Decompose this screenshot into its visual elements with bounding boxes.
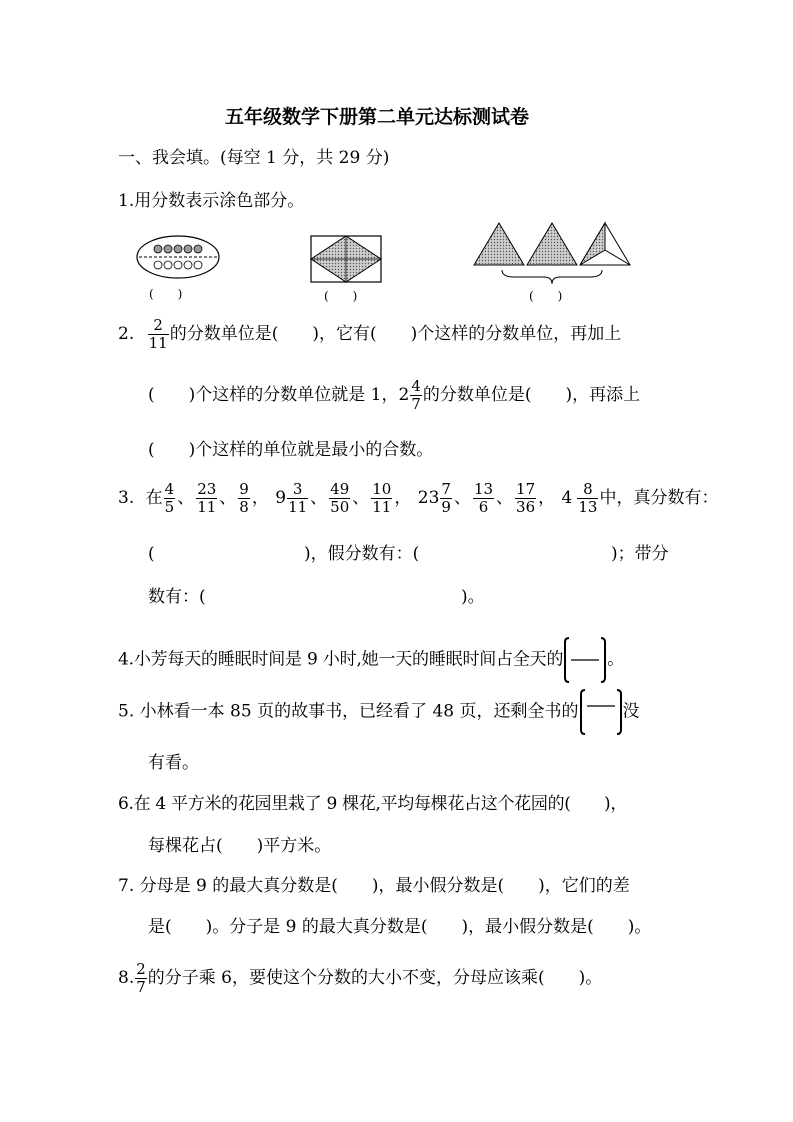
separator: ，	[251, 488, 269, 508]
whole-9: 9	[275, 488, 287, 508]
blank-figure-2[interactable]: ( )	[324, 289, 358, 303]
blank-figure-3[interactable]: ( )	[529, 289, 563, 303]
separator: 、	[219, 488, 237, 508]
question-2-line-2	[148, 379, 640, 412]
question-6-line-1: 6.在 4 平方米的花园里栽了 9 棵花,平均每棵花占这个花园的( )，	[118, 794, 628, 814]
separator: ，	[394, 488, 412, 508]
fraction-blank-box[interactable]	[563, 636, 607, 684]
question-2-number: 2.	[118, 324, 135, 344]
question-8-number: 8.	[118, 968, 135, 988]
fraction-8-13: $\frac{8}{13}$	[578, 480, 598, 516]
fraction-9-8: $\frac{9}{8}$	[239, 480, 249, 516]
fraction-7-9: $\frac{7}{9}$	[441, 480, 451, 516]
question-4-end: 。	[607, 649, 625, 670]
question-1-text: 1.用分数表示涂色部分。	[118, 191, 305, 211]
question-3-number: 3.	[118, 488, 135, 508]
question-3-pre: 在	[145, 488, 163, 508]
triangles-figure	[472, 220, 632, 292]
rectangle-rhombus-figure	[310, 235, 382, 283]
question-7-line-2: 是( )。分子是 9 的最大真分数是( )，最小假分数是( )。	[148, 917, 652, 937]
separator: 、	[496, 488, 514, 508]
question-2-text-2: ( )个这样的分数单位就是 1，2	[148, 385, 410, 405]
question-7-line-1: 7. 分母是 9 的最大真分数是( )，最小假分数是( )，它们的差	[118, 876, 630, 896]
fraction-23-11: $\frac{23}{11}$	[197, 480, 217, 516]
fraction-4-5: $\frac{4}{5}$	[164, 480, 175, 516]
separator: 、	[177, 488, 195, 508]
question-5-end: 没	[622, 701, 640, 722]
question-8	[118, 962, 602, 995]
question-2-text-1: 的分数单位是( )，它有( )个这样的分数单位，再加上	[169, 324, 622, 344]
fraction-17-36: $\frac{17}{36}$	[516, 480, 536, 516]
blank-close-paren: )。	[461, 587, 485, 607]
whole-23: 23	[417, 488, 440, 508]
fraction-2-7: $\frac{2}{7}$	[136, 960, 146, 996]
blank-open-paren[interactable]: (	[148, 544, 155, 564]
fraction-10-11: $\frac{10}{11}$	[372, 480, 392, 516]
mixed-numbers-label-1: )；带分	[611, 544, 669, 564]
fraction-blank-box[interactable]	[579, 688, 623, 736]
question-5	[118, 688, 640, 736]
separator: ，	[538, 488, 556, 508]
question-3-post: 中，真分数有：	[599, 488, 719, 508]
fraction-2-11: $\frac{2}{11}$	[148, 316, 168, 352]
question-2-text-3: 的分数单位是( )，再添上	[422, 385, 641, 405]
question-5-text: 5. 小林看一本 85 页的故事书，已经看了 48 页，还剩全书的	[118, 701, 579, 722]
fraction-13-6: $\frac{13}{6}$	[473, 480, 494, 516]
question-2-line-1	[118, 318, 621, 351]
mixed-numbers-label-2: 数有：(	[148, 587, 206, 607]
improper-fractions-label: )，假分数有：(	[304, 544, 420, 564]
fraction-3-11: $\frac{3}{11}$	[288, 480, 308, 516]
question-5-line-2: 有看。	[148, 753, 199, 773]
question-8-text: 的分子乘 6，要使这个分数的大小不变，分母应该乘( )。	[147, 968, 603, 988]
oval-circles-figure	[135, 234, 221, 280]
question-4-text: 4.小芳每天的睡眠时间是 9 小时,她一天的睡眠时间占全天的	[118, 649, 564, 670]
page-title: 五年级数学下册第二单元达标测试卷	[225, 106, 530, 128]
fraction-4-7: $\frac{4}{7}$	[411, 377, 421, 413]
question-2-line-3: ( )个这样的单位就是最小的合数。	[148, 440, 434, 460]
blank-figure-1[interactable]: ( )	[149, 287, 183, 301]
question-4	[118, 636, 624, 684]
question-3-line-1	[118, 482, 718, 515]
separator: 、	[453, 488, 471, 508]
fraction-49-50: $\frac{49}{50}$	[330, 480, 350, 516]
separator: 、	[310, 488, 328, 508]
separator: 、	[352, 488, 370, 508]
whole-4: 4	[561, 488, 573, 508]
section-heading: 一、我会填。(每空 1 分，共 29 分)	[118, 148, 390, 168]
question-6-line-2: 每棵花占( )平方米。	[148, 836, 332, 856]
